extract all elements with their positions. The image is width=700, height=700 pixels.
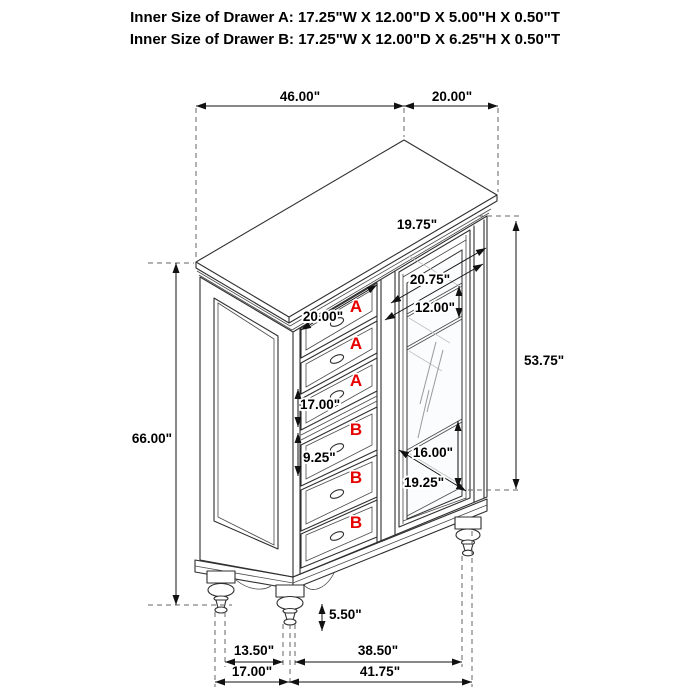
foot-cap <box>276 585 304 597</box>
drawer-a2-label: A <box>349 334 363 353</box>
dim-top-depth: 20.00" <box>431 89 473 104</box>
dim-interior-bottom-width: 19.25" <box>403 475 445 490</box>
dim-drawer-gap: 9.25" <box>303 450 336 465</box>
drawer-a3-label: A <box>349 371 363 390</box>
dim-foot-height: 5.50" <box>329 607 362 622</box>
dim-top-width: 46.00" <box>279 89 321 104</box>
dim-door-width: 20.75" <box>409 272 451 287</box>
foot-bun <box>208 584 234 597</box>
foot-front-right <box>455 517 481 556</box>
header-drawer-a-size: Inner Size of Drawer A: 17.25"W X 12.00"D X 5.00"H X 0.50"T <box>130 9 560 26</box>
foot-bun <box>456 529 480 541</box>
dim-drawer-opening-width: 17.00" <box>300 397 341 412</box>
foot-bun <box>277 597 303 610</box>
drawer-b1-label: B <box>349 420 363 439</box>
drawer-a1-label: A <box>349 297 363 316</box>
dim-shelf-gap-upper: 12.00" <box>414 300 455 315</box>
foot-cap <box>207 571 235 583</box>
foot-back-left <box>207 571 235 613</box>
dim-drawer-front-width: 20.00" <box>302 309 344 324</box>
foot-cap <box>455 517 481 529</box>
dim-base-right-inner: 38.50" <box>357 643 399 658</box>
drawer-b3-label: B <box>349 513 363 532</box>
dim-door-section-top: 19.75" <box>396 217 438 232</box>
header-drawer-b-size: Inner Size of Drawer B: 17.25"W X 12.00"D X 6.25"H X 0.50"T <box>129 31 561 48</box>
dim-base-left-inner: 13.50" <box>233 643 275 658</box>
dim-base-right-outer: 41.75" <box>359 664 401 679</box>
foot-front-left <box>276 585 304 625</box>
dim-base-left-outer: 17.00" <box>231 664 273 679</box>
dim-shelf-gap-lower: 16.00" <box>412 445 453 460</box>
drawer-b2-label: B <box>349 468 363 487</box>
cabinet-drawing <box>195 140 497 625</box>
dim-overall-height: 66.00" <box>131 431 172 446</box>
dim-door-opening-height: 53.75" <box>524 353 565 368</box>
